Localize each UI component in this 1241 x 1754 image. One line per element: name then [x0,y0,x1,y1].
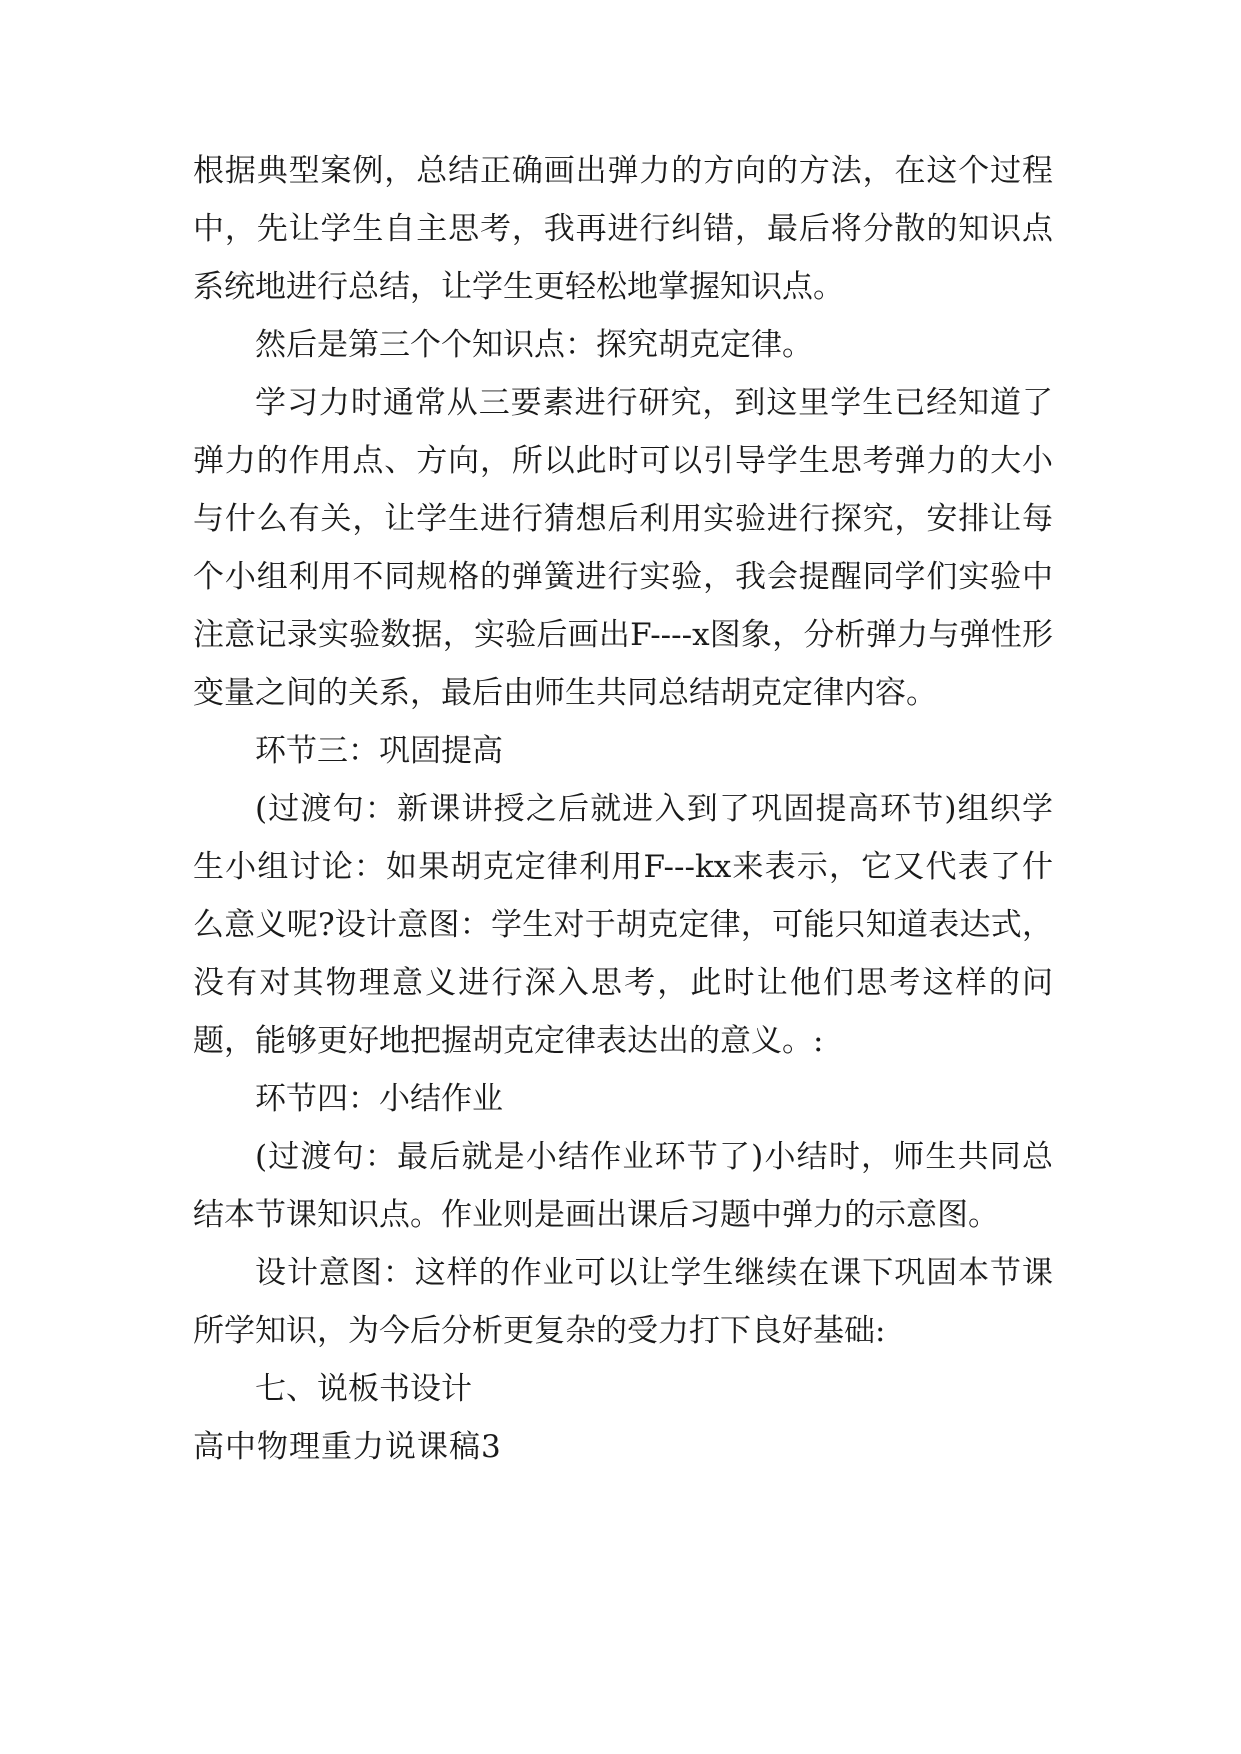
document-body [193,142,1053,1476]
section-heading-board-design: 七、说板书设计 [255,1371,472,1407]
paragraph-group-discussion: (过渡句：新课讲授之后就进入到了巩固提高环节)组织学生小组讨论：如果胡克定律利用F---kx来表示，它又代表了什么意义呢?设计意图：学生对于胡克定律，可能只知道表达式，没有对其物理意义进行深入思考，此时让他们思考这样的问题，能够更好地把握胡克定律表达出的意义。: [193,791,1053,1059]
section-heading-consolidation: 环节三：巩固提高 [255,733,503,769]
paragraph-spring-direction-summary: 根据典型案例，总结正确画出弹力的方向的方法，在这个过程中，先让学生自主思考，我再进行纠错，最后将分散的知识点系统地进行总结，让学生更轻松地掌握知识点。 [193,153,1053,305]
document-title-next-section: 高中物理重力说课稿3 [193,1429,502,1465]
paragraph-third-knowledge-point: 然后是第三个个知识点：探究胡克定律。 [255,327,813,363]
paragraph-hooke-law-experiment: 学习力时通常从三要素进行研究，到这里学生已经知道了弹力的作用点、方向，所以此时可以引导学生思考弹力的大小与什么有关，让学生进行猜想后利用实验进行探究，安排让每个小组利用不同规格的弹簧进行实验，我会提醒同学们实验中注意记录实验数据，实验后画出F----x图象，分析弹力与弹性形变量之间的关系，最后由师生共同总结胡克定律内容。 [193,385,1053,711]
paragraph-summary-homework: (过渡句：最后就是小结作业环节了)小结时，师生共同总结本节课知识点。作业则是画出课后习题中弹力的示意图。 [193,1139,1053,1233]
section-heading-summary-homework: 环节四：小结作业 [255,1081,503,1117]
paragraph-design-intent: 设计意图：这样的作业可以让学生继续在课下巩固本节课所学知识，为今后分析更复杂的受力打下良好基础: [193,1255,1053,1349]
